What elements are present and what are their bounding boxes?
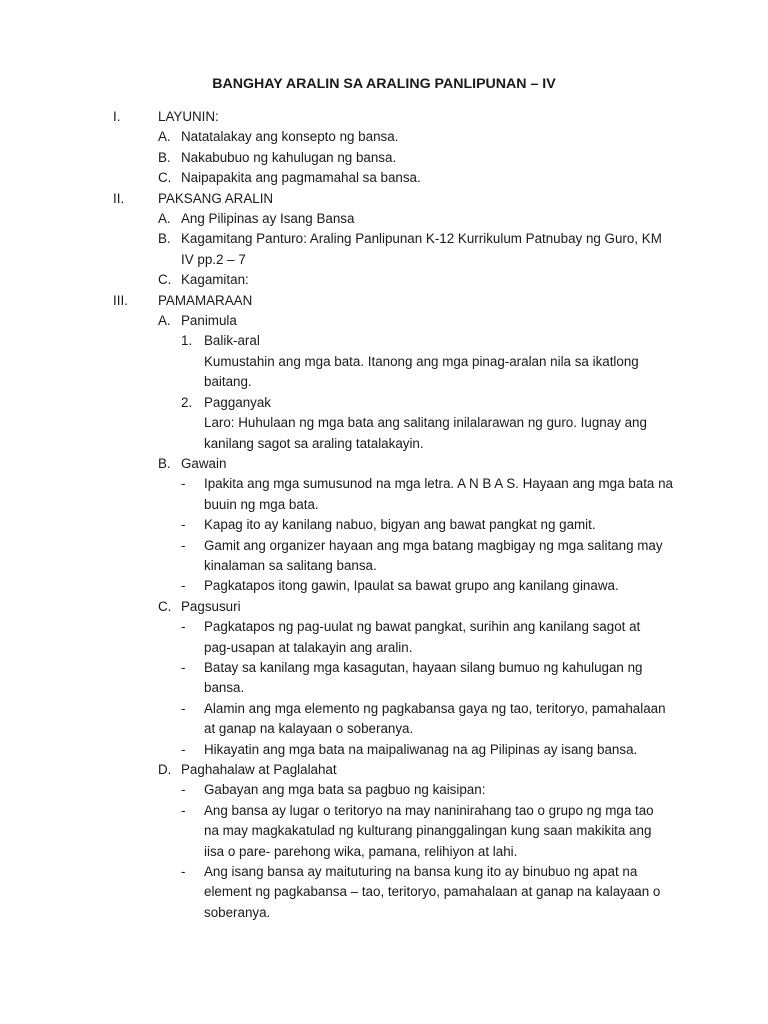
subsection-heading: Paghahalaw at Paglalahat [181,762,337,777]
bullet-item [0,536,768,577]
section-paksang-aralin [0,189,768,209]
item-text-line: Kagamitang Panturo: Araling Panlipunan K-12 Kurrikulum Patnubay ng Guro, KM [181,231,662,247]
dash-bullet: - [181,476,186,492]
section-number: II. [113,190,125,206]
item-text: Naipapakita ang pagmamahal sa bansa. [181,170,421,186]
bullet-text-line: Gabayan ang mga bata sa pagbuo ng kaisipan: [204,782,486,798]
section-number: III. [113,292,128,308]
subsection-panimula [0,311,768,331]
bullet-item [0,617,768,658]
bullet-text-line: Hikayatin ang mga bata na maipaliwanag na ag Pilipinas ay isang bansa. [204,741,638,757]
item-text-line: IV pp.2 – 7 [181,251,246,267]
bullet-item [0,740,768,760]
bullet-item [0,801,768,862]
dash-bullet: - [181,802,186,818]
item-letter: B. [158,149,171,165]
list-item [0,229,768,270]
section-heading: LAYUNIN: [158,109,219,124]
bullet-text-line: Kapag ito ay kanilang nabuo, bigyan ang bawat pangkat ng gamit. [204,517,596,533]
dash-bullet: - [181,700,186,716]
item-letter: C. [158,272,172,288]
paragraph-line: Kumustahin ang mga bata. Itanong ang mga pinag-aralan nila sa ikatlong [204,353,639,369]
bullet-text-line: buuin ng mga bata. [204,496,319,512]
dash-bullet: - [181,659,186,675]
bullet-text-line: Pagkatapos itong gawin, Ipaulat sa bawat grupo ang kanilang ginawa. [204,578,619,594]
item-text: Pagganyak [204,394,272,410]
bullet-text-line: pag-usapan at talakayin ang aralin. [204,639,413,655]
bullet-text-line: na may magkakatulad ng kulturang pinanggalingan kung saan makikita ang [204,823,652,839]
item-letter: A. [158,313,171,329]
bullet-item [0,576,768,596]
bullet-item [0,474,768,515]
bullet-text-line: Batay sa kanilang mga kasagutan, hayaan silang bumuo ng kahulugan ng [204,659,643,675]
subsection-gawain [0,454,768,474]
dash-bullet: - [181,517,186,533]
item-number: 1. [181,333,193,349]
bullet-item [0,780,768,800]
item-text: Balik-aral [204,333,260,349]
item-text: Kagamitan: [181,272,249,288]
section-heading: PAKSANG ARALIN [158,190,274,206]
bullet-text-line: Ipakita ang mga sumusunod na mga letra. A N B A S. Hayaan ang mga bata na [204,476,673,492]
bullet-text-line: element ng pagkabansa – tao, teritoryo, pamahalaan at ganap na kalayaan o [204,884,661,900]
item-letter: C. [158,598,172,614]
item-letter: A. [158,129,171,145]
dash-bullet: - [181,741,186,757]
bullet-item [0,658,768,699]
document-title: BANGHAY ARALIN SA ARALING PANLIPUNAN – IV [212,76,556,92]
dash-bullet: - [181,537,186,553]
bullet-text-line: soberanya. [204,904,271,920]
item-text: Natatalakay ang konsepto ng bansa. [181,129,399,145]
dash-bullet: - [181,782,186,798]
numbered-item [0,393,768,413]
item-letter: C. [158,170,172,186]
numbered-item [0,331,768,351]
bullet-item [0,862,768,923]
dash-bullet: - [181,619,186,635]
item-letter: A. [158,211,171,227]
list-item [0,168,768,188]
subsection-heading: Gawain [181,455,227,471]
subsection-paghahalaw [0,760,768,780]
paragraph-line: Laro: Huhulaan ng mga bata ang salitang inilalarawan ng guro. Iugnay ang [204,415,647,431]
bullet-text-line: kinalaman sa salitang bansa. [204,557,377,573]
dash-bullet: - [181,864,186,880]
item-text: Nakabubuo ng kahulugan ng bansa. [181,149,397,165]
list-item [0,209,768,229]
bullet-text-line: Pagkatapos ng pag-uulat ng bawat pangkat, surihin ang kanilang sagot at [204,619,641,635]
bullet-item [0,515,768,535]
subsection-pagsusuri [0,597,768,617]
item-letter: B. [158,455,171,471]
list-item [0,127,768,147]
list-item [0,270,768,290]
section-number: I. [113,109,121,124]
section-heading: PAMAMARAAN [158,292,253,308]
item-text: Ang Pilipinas ay Isang Bansa [181,211,355,227]
bullet-text-line: at ganap na kalayaan o soberanya. [204,721,414,737]
list-item [0,148,768,168]
section-layunin [0,107,768,127]
bullet-text-line: Ang isang bansa ay maituturing na bansa kung ito ay binubuo ng apat na [204,864,638,880]
document-body [0,107,768,923]
bullet-text-line: Ang bansa ay lugar o teritoryo na may naninirahang tao o grupo ng mga tao [204,802,654,818]
subsection-heading: Panimula [181,313,237,329]
bullet-text-line: Alamin ang mga elemento ng pagkabansa gaya ng tao, teritoryo, pamahalaan [204,700,666,716]
item-number: 2. [181,394,193,410]
item-letter: D. [158,762,172,777]
bullet-text-line: Gamit ang organizer hayaan ang mga batang magbigay ng mga salitang may [204,537,663,553]
subsection-heading: Pagsusuri [181,598,241,614]
paragraph-line: kanilang sagot sa araling tatalakayin. [204,435,424,451]
paragraph-line: baitang. [204,374,252,390]
item-letter: B. [158,231,171,247]
bullet-item [0,699,768,740]
dash-bullet: - [181,578,186,594]
section-pamamaraan [0,291,768,311]
bullet-text-line: iisa o pare- parehong wika, pamana, relihiyon at lahi. [204,843,518,859]
bullet-text-line: bansa. [204,680,245,696]
